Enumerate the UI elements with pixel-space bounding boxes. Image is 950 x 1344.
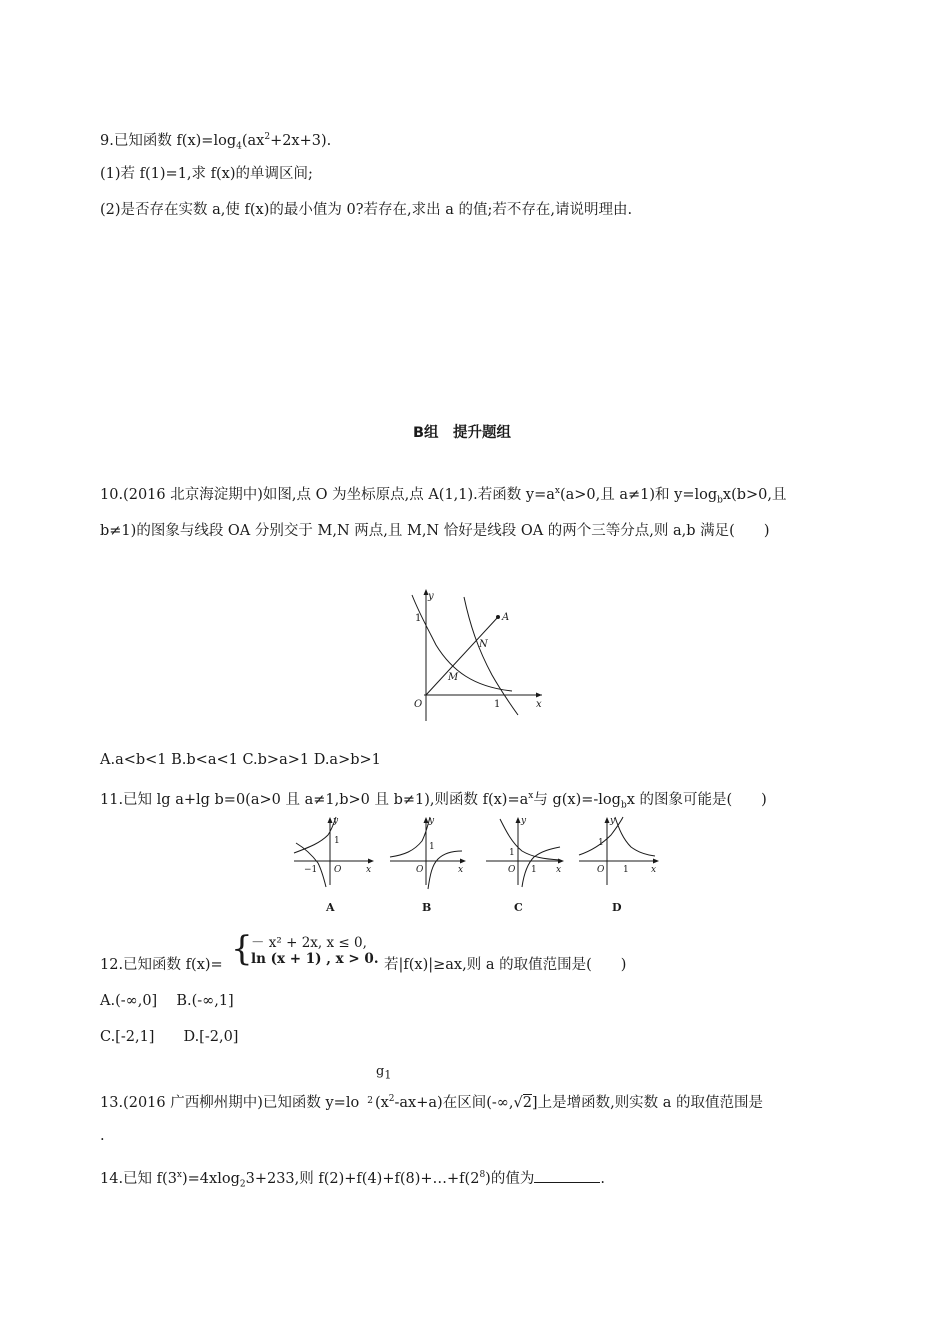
svg-text:y: y (429, 816, 435, 826)
svg-text:1: 1 (623, 865, 629, 875)
svg-text:1: 1 (531, 865, 537, 875)
exp-curve (412, 595, 512, 691)
section-b-title: B组 提升题组 (413, 425, 512, 441)
sqrt-symbol: √ (513, 1094, 523, 1111)
svg-text:x: x (651, 865, 657, 875)
q9-part2: (2)是否存在实数 a,使 f(x)的最小值为 0?若存在,求出 a 的值;若不存在,请说明理由. (100, 202, 633, 218)
q11-stem: 11.已知 lg a+lg b=0(a>0 且 a≠1,b>0 且 b≠1),则函数 $f(x)=a^x$与 $g(x)=-\log_bx$ 的图象可能是( ) (100, 791, 767, 811)
x-axis-arrow (536, 693, 542, 698)
caption-a: A (326, 901, 335, 914)
q14-stem: 14.已知 $f(3^x)=4xlog_23+233$,则 $f(2)+f(4)+f(8)+\dots+f(2^8)$的值为 . (100, 1165, 605, 1195)
svg-text:1: 1 (598, 838, 604, 848)
q10-line2: b≠1)的图象与线段 OA 分别交于 M,N 两点,且 M,N 恰好是线段 OA 的两个三等分点,则 a,b 满足( ) (100, 523, 770, 539)
q11-graph-d (575, 815, 665, 915)
label-x: x (536, 699, 542, 710)
point-a (496, 615, 500, 619)
q11-graph-a (290, 815, 380, 915)
caption-c: C (514, 901, 523, 914)
q10-line1: 10.(2016 北京海淀期中)如图,点 O 为坐标原点,点 A(1,1).若函数 $y=a^x(a>0$,且 a≠1)和 $y=\log_bx(b>0$,且 (100, 486, 787, 506)
q9-stem: 9.已知函数 $f(x)=\log_4(ax^2+2x+3)$. (100, 132, 332, 152)
svg-text:1: 1 (429, 842, 435, 852)
svg-text:O: O (416, 865, 424, 875)
segment-oa (426, 617, 498, 695)
q12-options-row2: C.[-2,1] D.[-2,0] (100, 1029, 239, 1045)
svg-text:−1: −1 (304, 865, 318, 875)
log-curve (464, 597, 518, 715)
label-a: A (502, 612, 510, 623)
svg-text:x: x (556, 865, 562, 875)
svg-text:1: 1 (334, 836, 340, 846)
svg-text:x: x (366, 865, 372, 875)
caption-b: B (422, 901, 432, 914)
q10-options: A.a<b<1 B.b<a<1 C.b>a>1 D.a>b>1 (100, 752, 381, 768)
label-1-y: 1 (415, 613, 422, 624)
q12-options-row1: A.(-∞,0] B.(-∞,1] (100, 993, 234, 1009)
label-n: N (479, 639, 488, 650)
svg-text:x: x (458, 865, 464, 875)
q12-case1: － x² + 2x, x ≤ 0, (251, 935, 367, 951)
q13-line2: . (100, 1128, 105, 1144)
q12-stem-end: 若|f(x)|≥ax,则 a 的取值范围是( ) (384, 957, 627, 973)
label-m: M (448, 672, 459, 683)
q13-line1: 13.(2016 广西柳州期中)已知函数 y=lo $^2$ $(x^2-ax+a)$在区间(-∞,√2]上是增函数,则实数 a 的取值范围是 (100, 1094, 764, 1111)
label-origin: O (414, 699, 423, 710)
q12-brace: { (231, 929, 253, 969)
label-y: y (428, 591, 434, 602)
label-1-x: 1 (494, 699, 501, 710)
q12-stem: 12.已知函数 f(x)= (100, 957, 223, 973)
svg-text:y: y (333, 816, 339, 826)
svg-text:O: O (597, 865, 605, 875)
svg-text:O: O (508, 865, 516, 875)
svg-text:1: 1 (509, 848, 515, 858)
q10-figure (400, 585, 550, 725)
answer-blank[interactable] (534, 1168, 600, 1183)
q9-part1: (1)若 f(1)=1,求 f(x)的单调区间; (100, 166, 313, 182)
svg-text:O: O (334, 865, 342, 875)
svg-text:y: y (521, 816, 527, 826)
q12-case2: ln (x + 1) , x > 0. (251, 951, 379, 967)
q11-graph-c (482, 815, 572, 915)
svg-text:y: y (610, 816, 616, 826)
q13-g-top: $g_1$ (376, 1064, 392, 1082)
caption-d: D (612, 901, 622, 914)
q11-graph-b (386, 815, 476, 915)
